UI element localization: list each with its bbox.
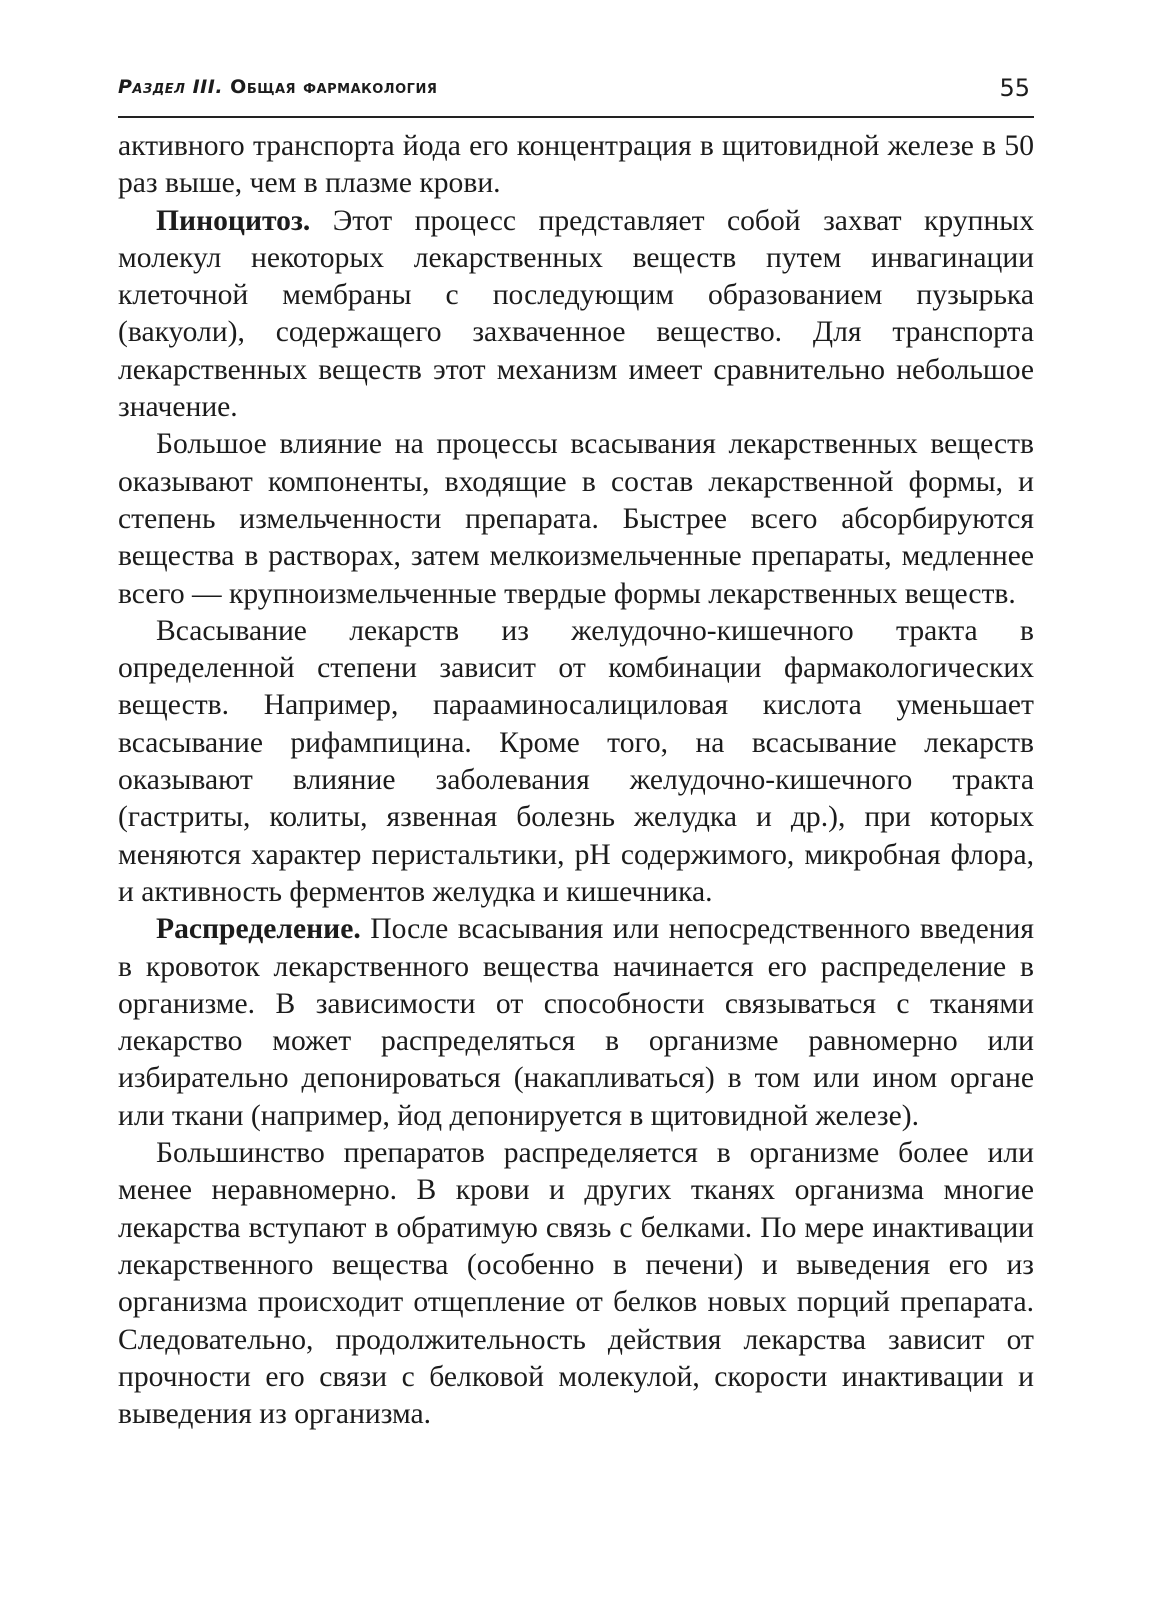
paragraph-distribution	[118, 911, 1034, 1135]
paragraph-6	[118, 1135, 1034, 1433]
paragraph-lead: Пиноцитоз.	[156, 204, 311, 237]
paragraph-3	[118, 426, 1034, 612]
paragraph-text: активного транспорта йода его концентрация в щитовидной железе в 50 раз выше, чем в плазме крови.	[118, 130, 1034, 200]
paragraph-1	[118, 128, 1034, 203]
page-number: 55	[999, 74, 1030, 102]
paragraph-text: Большинство препаратов распределяется в организме более или менее неравномерно. В крови и других тканях организма многие лекарства вступают в обратимую связь с белками. По мере инактивации лекарственного вещества (особенно в печени) и выведения его из организма происходит отщепление от белков новых порций препарата. Следовательно, продолжительность действия лекарства зависит от прочности его связи с белковой молекулой, скорости инактивации и выведения из организма.	[118, 1137, 1034, 1431]
paragraph-lead: Распределение.	[156, 913, 361, 946]
section-title: Общая фармакология	[230, 76, 438, 98]
section-label	[118, 76, 437, 98]
paragraph-pinocytosis	[118, 203, 1034, 427]
paragraph-text: После всасывания или непосредственного введения в кровоток лекарственного вещества начинается его распределение в организме. В зависимости от способности связываться с тканями лекарство может распределяться в организме равномерно или избирательно депонироваться (накапливаться) в том или ином органе или ткани (например, йод депонируется в щитовидной железе).	[118, 913, 1034, 1132]
paragraph-text: Этот процесс представляет собой захват крупных молекул некоторых лекарственных веществ путем инвагинации клеточной мембраны с последующим образованием пузырька (вакуоли), содержащего захваченное вещество. Для транспорта лекарственных веществ этот механизм имеет сравнительно небольшое значение.	[118, 204, 1034, 424]
section-number: III.	[192, 76, 224, 98]
paragraph-text: Большое влияние на процессы всасывания лекарственных веществ оказывают компоненты, входящие в состав лекарственной формы, и степень измельченности препарата. Быстрее всего абсорбируются вещества в растворах, затем мелкоизмельченные препараты, медленнее всего — крупноизмельченные твердые формы лекарственных веществ.	[118, 428, 1034, 610]
paragraph-text: Всасывание лекарств из желудочно-кишечного тракта в определенной степени зависит от комбинации фармакологических веществ. Например, парааминосалициловая кислота уменьшает всасывание рифампицина. Кроме того, на всасывание лекарств оказывают влияние заболевания желудочно-кишечного тракта (гастриты, колиты, язвенная болезнь желудка и др.), при которых меняются характер перистальтики, pH содержимого, микробная флора, и активность ферментов желудка и кишечника.	[118, 614, 1034, 908]
running-header	[118, 72, 1034, 118]
section-word: Раздел	[118, 76, 186, 98]
paragraph-4	[118, 613, 1034, 911]
body-text	[118, 128, 1034, 1433]
